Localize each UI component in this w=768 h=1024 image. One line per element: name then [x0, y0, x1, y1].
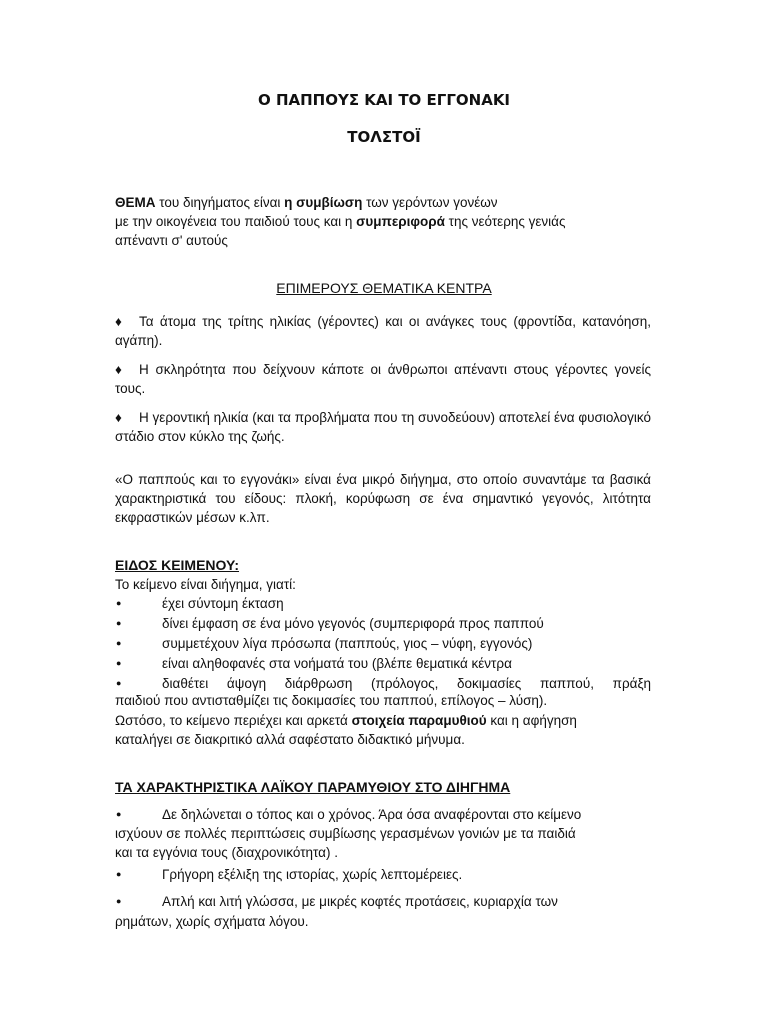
theme-text-3: με την οικογένεια του παιδιού τους και η	[115, 214, 357, 229]
genre-note-text-1: Ωστόσο, το κείμενο περιέχει και αρκετά	[115, 713, 352, 728]
theme-line-1	[115, 193, 498, 212]
intro-paragraph: «Ο παππούς και το εγγονάκι» είναι ένα μικρό διήγημα, στο οποίο συναντάμε τα βασικά χαρακτηριστικά του είδους: πλοκή, κορύφωση σε ένα σημαντικό γεγονός, λιτότητα εκφραστικών μέσων κ.λπ.	[115, 472, 651, 525]
center-item-text: Η γεροντική ηλικία (και τα προβλήματα που τη συνοδεύουν) αποτελεί ένα φυσιολογικό στάδιο στον κύκλο της ζωής.	[115, 410, 651, 444]
folk-bullet-3-line-1: Απλή και λιτή γλώσσα, με μικρές κοφτές προτάσεις, κυριαρχία των	[162, 894, 558, 909]
folk-bullet-2: Γρήγορη εξέλιξη της ιστορίας, χωρίς λεπτομέρειες.	[162, 867, 463, 882]
folk-bullet-1-line-3: και τα εγγόνια τους (διαχρονικότητα) .	[115, 845, 338, 860]
folk-bullet-1-line-2: ισχύουν σε πολλές περιπτώσεις συμβίωσης γερασμένων γονιών με τα παιδιά	[115, 826, 576, 841]
bullet-icon: ●	[116, 638, 122, 648]
folk-bullet-3-line-2: ρημάτων, χωρίς σχήματα λόγου.	[115, 914, 309, 929]
theme-text-2: των γερόντων γονέων	[362, 195, 498, 210]
theme-label: ΘΕΜΑ	[115, 195, 156, 210]
genre-note-line-1	[115, 711, 577, 730]
genre-note-text-2: και η αφήγηση	[486, 713, 577, 728]
theme-text-1: του διηγήματος είναι	[155, 195, 285, 210]
genre-note-bold: στοιχεία παραμυθιού	[351, 713, 487, 728]
diamond-bullet-icon: ♦	[115, 362, 122, 377]
folk-bullet-1-line-1: Δε δηλώνεται ο τόπος και ο χρόνος. Άρα όσα αναφέρονται στο κείμενο	[162, 807, 582, 822]
genre-bullet-3: συμμετέχουν λίγα πρόσωπα (παππούς, γιος – νύφη, εγγονός)	[162, 636, 533, 651]
center-item-3	[115, 408, 651, 446]
bullet-icon: ●	[116, 678, 122, 688]
author-name: ΤΟΛΣΤΟΪ	[347, 128, 421, 146]
center-item-2	[115, 360, 651, 398]
theme-line-2	[115, 212, 565, 231]
genre-bullet-2: δίνει έμφαση σε ένα μόνο γεγονός (συμπεριφορά προς παππού	[162, 616, 544, 631]
genre-bullet-5-line-2: παιδιού που αντισταθμίζει τις δοκιμασίες του παππού, επίλογος – λύση).	[115, 693, 548, 708]
bullet-icon: ●	[116, 869, 122, 879]
bullet-icon: ●	[116, 809, 122, 819]
genre-bullet-4: είναι αληθοφανές στα νοήματά του (βλέπε θεματικά κέντρα	[162, 656, 512, 671]
genre-note-line-2: καταλήγει σε διακριτικό αλλά σαφέστατο διδακτικό μήνυμα.	[115, 732, 465, 747]
genre-bullet-1: έχει σύντομη έκταση	[162, 596, 284, 611]
centers-heading: ΕΠΙΜΕΡΟΥΣ ΘΕΜΑΤΙΚΑ ΚΕΝΤΡΑ	[276, 280, 492, 296]
bullet-icon: ●	[116, 598, 122, 608]
theme-line-3: απέναντι σ' αυτούς	[115, 233, 228, 248]
theme-bold-2: συμπεριφορά	[356, 214, 445, 229]
center-item-text: Η σκληρότητα που δείχνουν κάποτε οι άνθρωποι απέναντι στους γέροντες γονείς τους.	[115, 362, 651, 396]
bullet-icon: ●	[116, 896, 122, 906]
bullet-icon: ●	[116, 618, 122, 628]
center-item-1	[115, 312, 651, 350]
center-item-text: Τα άτομα της τρίτης ηλικίας (γέροντες) και οι ανάγκες τους (φροντίδα, κατανόηση, αγάπη).	[115, 314, 651, 348]
bullet-icon: ●	[116, 658, 122, 668]
genre-bullet-5-line-1: διαθέτει άψογη διάρθρωση (πρόλογος, δοκιμασίες παππού, πράξη	[162, 676, 651, 691]
diamond-bullet-icon: ♦	[115, 314, 122, 329]
theme-bold-1: η συμβίωση	[284, 195, 363, 210]
diamond-bullet-icon: ♦	[115, 410, 122, 425]
genre-heading: ΕΙΔΟΣ ΚΕΙΜΕΝΟΥ:	[115, 557, 240, 573]
genre-lead: Το κείμενο είναι διήγημα, γιατί:	[115, 577, 296, 592]
theme-text-4: της νεότερης γενιάς	[444, 214, 566, 229]
folk-heading: ΤΑ ΧΑΡΑΚΤΗΡΙΣΤΙΚΑ ΛΑΪΚΟΥ ΠΑΡΑΜΥΘΙΟΥ ΣΤΟ ΔΙΗΓΗΜΑ	[115, 779, 511, 795]
page-title: Ο ΠΑΠΠΟΥΣ ΚΑΙ ΤΟ ΕΓΓΟΝΑΚΙ	[257, 91, 511, 109]
